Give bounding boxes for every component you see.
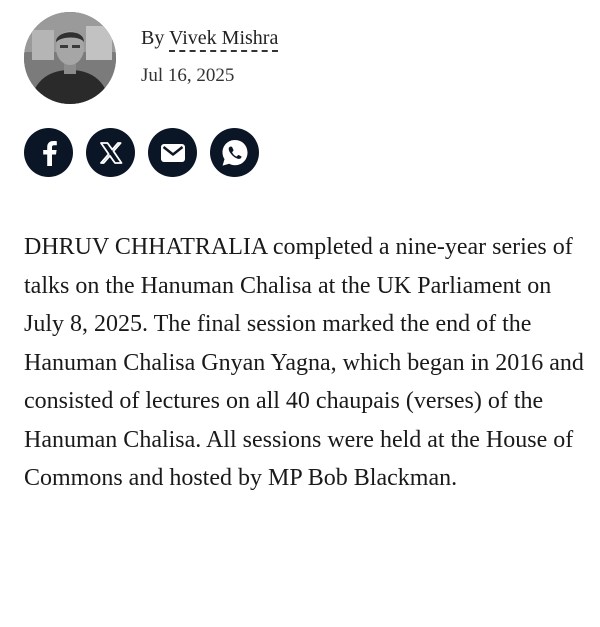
author-avatar[interactable] — [24, 12, 116, 104]
publish-date: Jul 16, 2025 — [141, 65, 235, 86]
share-x-button[interactable] — [86, 128, 135, 177]
email-icon — [160, 143, 186, 163]
author-line — [141, 26, 278, 50]
facebook-icon — [38, 140, 60, 166]
author-name-link[interactable]: Vivek Mishra — [169, 27, 278, 52]
article-paragraph: DHRUV CHHATRALIA completed a nine-year series of talks on the Hanuman Chalisa at the UK Parliament on July 8, 2025. The final session marked the end of the Hanuman Chalisa Gnyan Yagna, which began in 2016 and consisted of lectures on all 40 chaupais (verses) of the Hanuman Chalisa. All sessions were held at the House of Commons and hosted by MP Bob Blackman. — [24, 234, 584, 491]
x-icon — [99, 142, 123, 164]
share-bar — [24, 128, 259, 178]
share-facebook-button[interactable] — [24, 128, 73, 177]
whatsapp-icon — [220, 138, 250, 168]
share-email-button[interactable] — [148, 128, 197, 177]
article-byline — [24, 12, 584, 104]
share-whatsapp-button[interactable] — [210, 128, 259, 177]
author-photo-icon — [24, 12, 116, 104]
byline-prefix: By — [141, 27, 165, 49]
